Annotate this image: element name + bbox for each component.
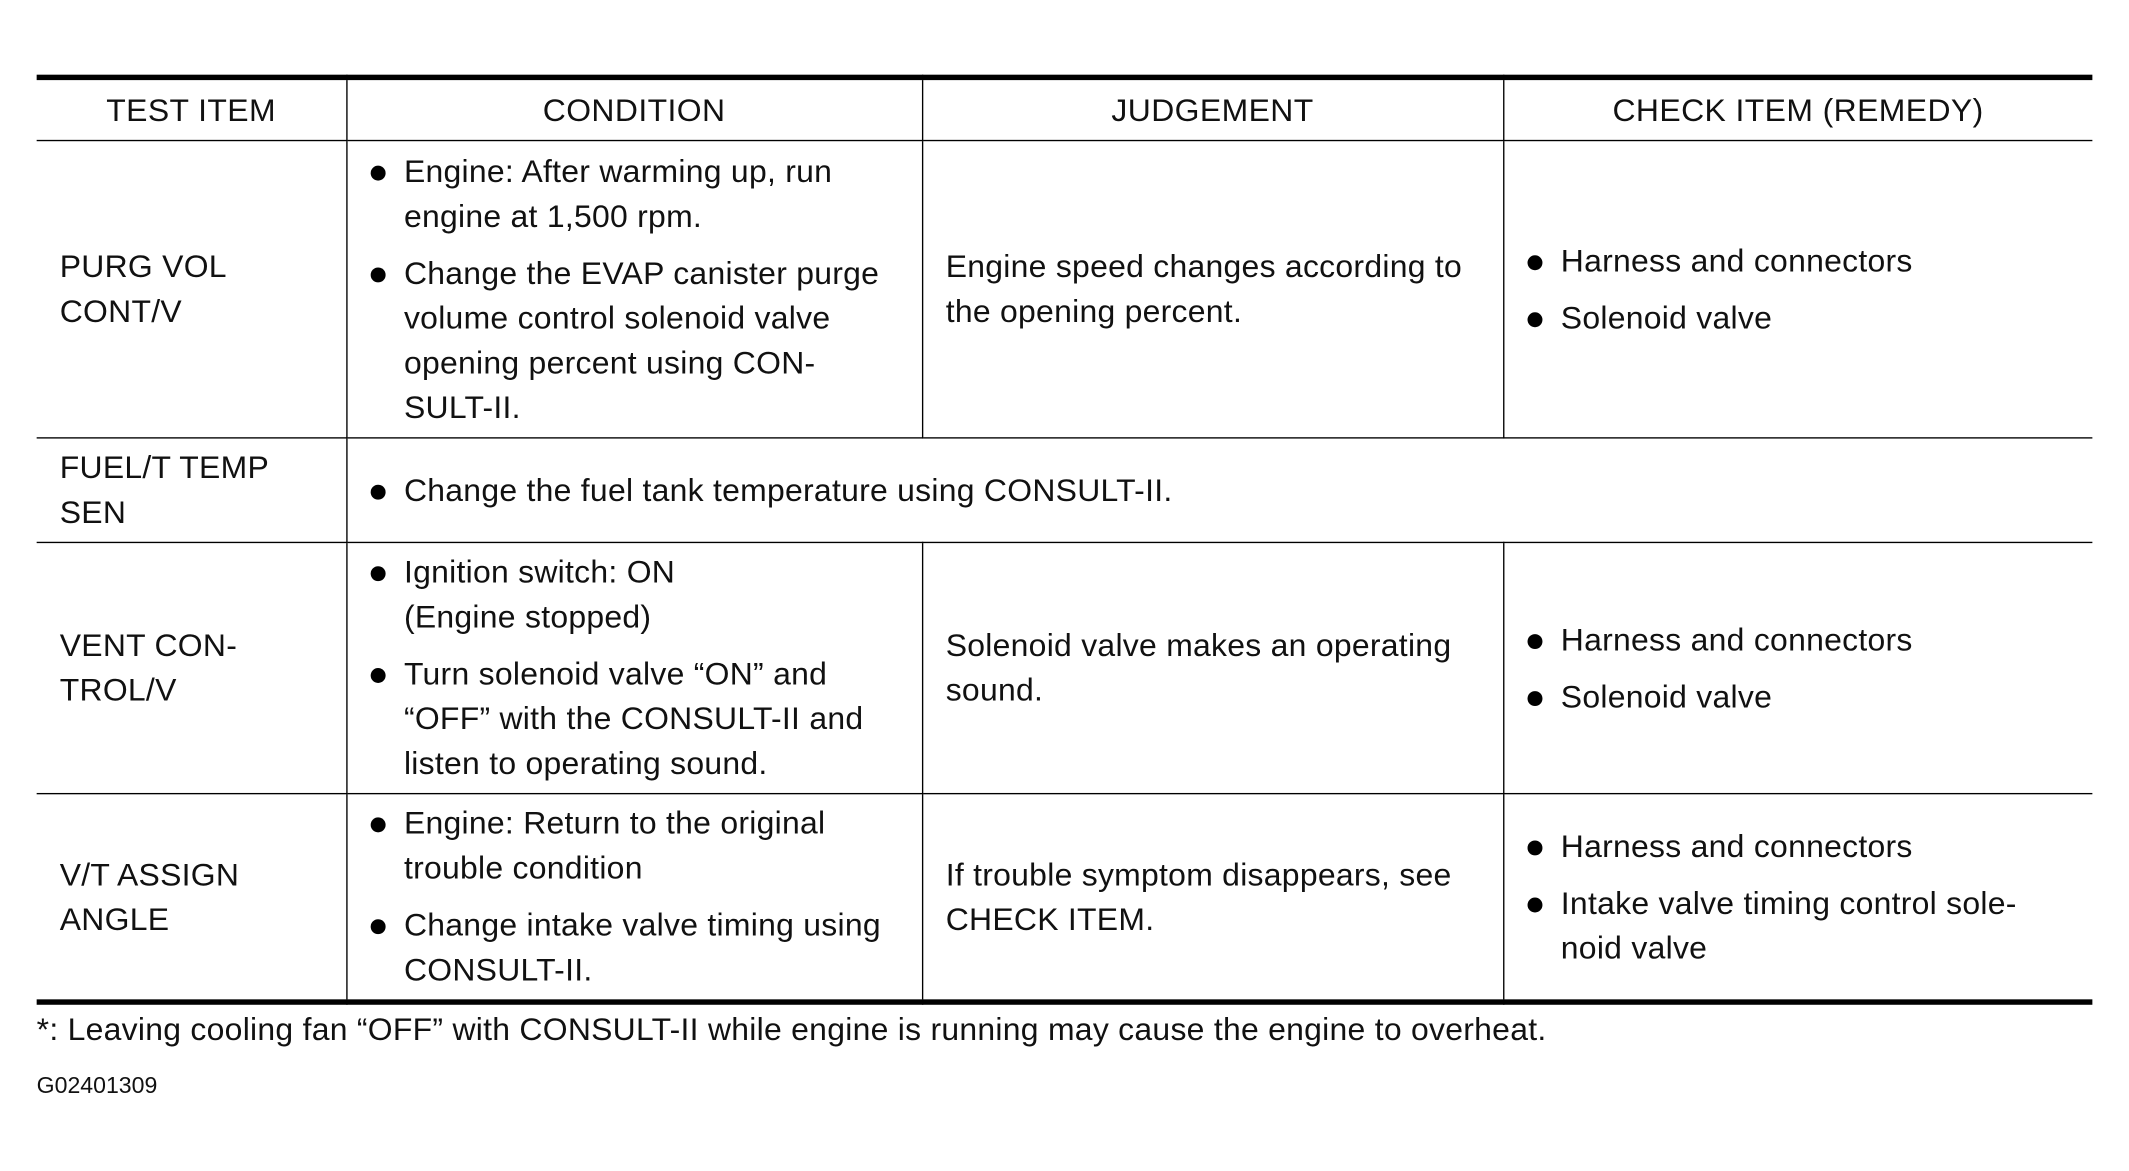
judgement-cell: If trouble symptom disappears, see CHECK ITEM.: [922, 794, 1503, 1002]
condition-item: Engine: Return to the original trouble condition: [370, 801, 900, 891]
bullet-icon: [370, 267, 385, 282]
check-item: Solenoid valve: [1527, 674, 2071, 719]
bullet-icon: [1527, 897, 1542, 912]
bullet-icon: [1527, 255, 1542, 270]
bullet-icon: [1527, 840, 1542, 855]
check-item-cell: [1503, 794, 2092, 1002]
figure-id: G02401309: [36, 1072, 158, 1099]
header-judgement: JUDGEMENT: [922, 77, 1503, 140]
judgement-cell: Solenoid valve makes an operating sound.: [922, 542, 1503, 793]
footnote: *: Leaving cooling fan “OFF” with CONSULT-II while engine is running may cause the engine to overheat.: [36, 1011, 1547, 1047]
bullet-icon: [1527, 690, 1542, 705]
table-row: [37, 141, 2093, 438]
judgement-cell: Engine speed changes according to the opening percent.: [922, 141, 1503, 438]
condition-cell: [346, 438, 2092, 543]
check-item-cell: [1503, 141, 2092, 438]
check-item-cell: [1503, 542, 2092, 793]
table-row: [37, 438, 2093, 543]
table-row: [37, 542, 2093, 793]
header-test-item: TEST ITEM: [37, 77, 347, 140]
table-row: [37, 794, 2093, 1002]
condition-item: Change the EVAP canister purge volume control solenoid valve opening percent using CON-SULT-II.: [370, 251, 900, 430]
bullet-icon: [1527, 633, 1542, 648]
condition-cell: [346, 542, 922, 793]
check-item: Harness and connectors: [1527, 617, 2071, 662]
bullet-icon: [370, 165, 385, 180]
bullet-icon: [1527, 312, 1542, 327]
check-item: Intake valve timing control sole-noid valve: [1527, 881, 2071, 971]
condition-item: Engine: After warming up, run engine at 1,500 rpm.: [370, 149, 900, 239]
test-item-cell: PURG VOL CONT/V: [37, 141, 347, 438]
condition-item: Change intake valve timing using CONSULT-II.: [370, 903, 900, 993]
bullet-icon: [370, 817, 385, 832]
check-item: Solenoid valve: [1527, 295, 2071, 340]
header-condition: CONDITION: [346, 77, 922, 140]
test-item-cell: VENT CON-TROL/V: [37, 542, 347, 793]
test-item-cell: FUEL/T TEMP SEN: [37, 438, 347, 543]
bullet-icon: [370, 566, 385, 581]
check-item: Harness and connectors: [1527, 824, 2071, 869]
condition-item: Change the fuel tank temperature using CONSULT-II.: [370, 468, 2071, 513]
condition-cell: [346, 141, 922, 438]
condition-item: Ignition switch: ON (Engine stopped): [370, 550, 900, 640]
condition-item: Turn solenoid valve “ON” and “OFF” with the CONSULT-II and listen to operating sound.: [370, 652, 900, 786]
table-header-row: [37, 77, 2093, 140]
check-item: Harness and connectors: [1527, 238, 2071, 283]
bullet-icon: [370, 668, 385, 683]
active-test-table: [37, 75, 2093, 1005]
condition-cell: [346, 794, 922, 1002]
test-item-cell: V/T ASSIGN ANGLE: [37, 794, 347, 1002]
header-check-item: CHECK ITEM (REMEDY): [1503, 77, 2092, 140]
bullet-icon: [370, 919, 385, 934]
bullet-icon: [370, 484, 385, 499]
